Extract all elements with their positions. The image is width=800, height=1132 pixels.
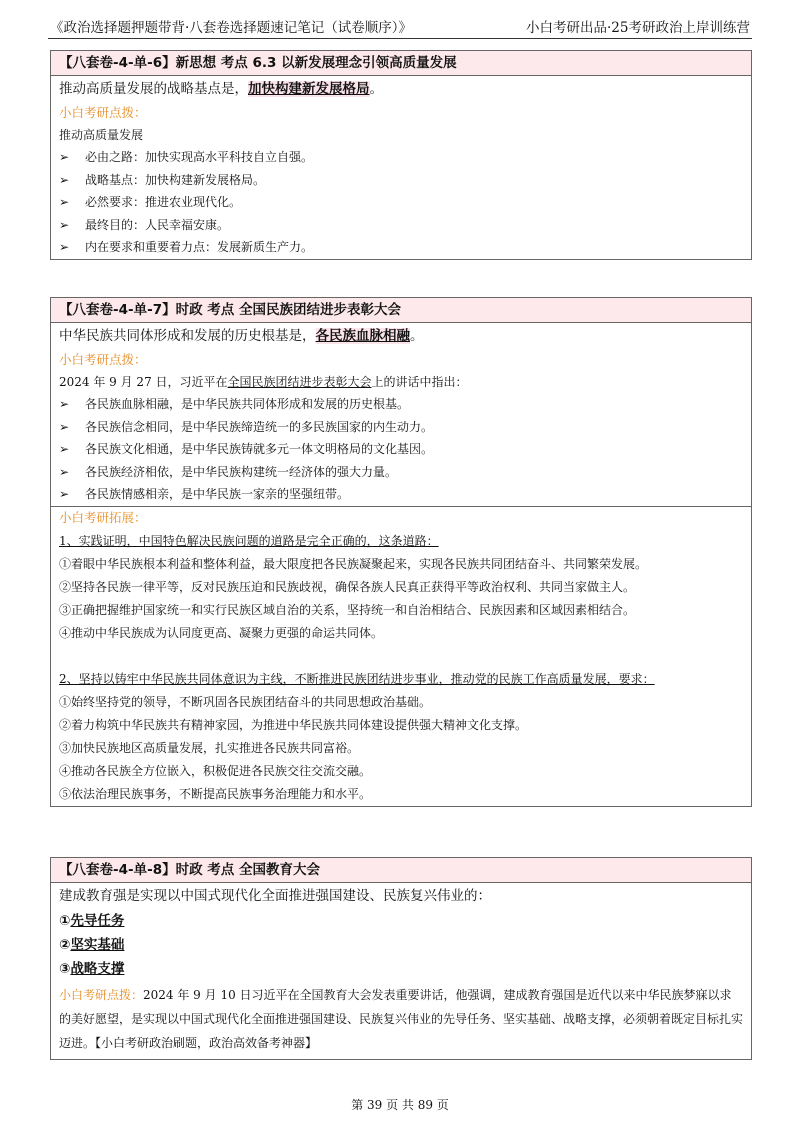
answer-text: 坚实基础 [70, 937, 125, 953]
tip-label: 小白考研点拨： [59, 988, 144, 1002]
card-title: 【八套卷-4-单-6】新思想 考点 6.3 以新发展理念引领高质量发展 [51, 51, 751, 76]
question-stem: 中华民族共同体形成和发展的历史根基是， [59, 328, 316, 344]
arrow-bullet-icon: ➢ [59, 217, 70, 232]
extension-heading-2: 2、坚持以铸牢中华民族共同体意识为主线，不断推进民族团结进步事业，推动党的民族工作高质量发展，要求： [59, 671, 655, 686]
arrow-bullet-icon: ➢ [59, 419, 70, 434]
list-item: ①着眼中华民族根本利益和整体利益，最大限度把各民族凝聚起来，实现各民族共同团结奋斗、共同繁荣发展。 [59, 556, 648, 571]
extension-label: 小白考研拓展： [59, 509, 147, 525]
list-item: ①始终坚持党的领导，不断巩固各民族团结奋斗的共同思想政治基础。 [59, 694, 432, 709]
question-card-3 [50, 857, 752, 1060]
header-brand: 小白考研出品·25考研政治上岸训练营 [526, 20, 750, 36]
bullet-text: 内在要求和重要着力点：发展新质生产力。 [85, 240, 314, 254]
bullet-text: 必然要求：推进农业现代化。 [85, 195, 242, 209]
intro-text-end: 上的讲话中指出： [371, 375, 468, 389]
tip-paragraph [51, 981, 751, 1059]
bullet-text: 各民族经济相依，是中华民族构建统一经济体的强大力量。 [85, 464, 398, 479]
arrow-bullet-icon: ➢ [59, 150, 70, 164]
list-item: ②着力构筑中华民族共有精神家园，为推进中华民族共同体建设提供强大精神文化支撑。 [59, 717, 528, 732]
bullet-text: 各民族信念相同，是中华民族缔造统一的多民族国家的内生动力。 [85, 419, 434, 434]
question-text [51, 76, 751, 102]
intro-text: 2024 年 9 月 27 日，习近平在 [59, 375, 228, 389]
arrow-bullet-icon: ➢ [59, 487, 70, 501]
question-text [51, 323, 751, 349]
bullet-item [51, 214, 751, 237]
bullet-text: 必由之路：加快实现高水平科技自立自强。 [85, 150, 314, 164]
arrow-bullet-icon: ➢ [59, 172, 70, 187]
answer-number: ① [59, 913, 71, 929]
bullet-item [51, 483, 751, 506]
tip-intro [51, 371, 751, 393]
arrow-bullet-icon: ➢ [59, 397, 70, 411]
answer-text: 先导任务 [70, 913, 125, 929]
arrow-bullet-icon: ➢ [59, 195, 70, 209]
answer-highlight: 各民族血脉相融 [315, 328, 410, 344]
question-text: 建成教育强是实现以中国式现代化全面推进强国建设、民族复兴伟业的： [59, 888, 491, 904]
arrow-bullet-icon: ➢ [59, 442, 70, 456]
bullet-item [51, 236, 751, 259]
answer-number: ③ [59, 961, 71, 977]
bullet-item [51, 191, 751, 214]
arrow-bullet-icon: ➢ [59, 240, 70, 254]
answer-end: 。 [369, 81, 383, 97]
tip-label: 小白考研点拨： [59, 105, 147, 120]
list-item: ⑤依法治理民族事务，不断提高民族事务治理能力和水平。 [59, 786, 372, 801]
header-title: 《政治选择题押题带背·八套卷选择题速记笔记（试卷顺序）》 [50, 20, 413, 36]
answer-number: ② [59, 937, 71, 953]
bullet-text: 战略基点：加快构建新发展格局。 [85, 172, 266, 187]
bullet-item [51, 169, 751, 192]
answer-item [51, 957, 751, 981]
bullet-text: 各民族情感相亲，是中华民族一家亲的坚强纽带。 [85, 487, 350, 501]
list-item: ③加快民族地区高质量发展，扎实推进各民族共同富裕。 [59, 740, 360, 755]
list-item: ③正确把握维护国家统一和实行民族区域自治的关系，坚持统一和自治相结合、民族因素和区域因素相结合。 [59, 602, 636, 617]
answer-end: 。 [410, 328, 424, 344]
page-number: 第 39 页 共 89 页 [351, 1098, 449, 1112]
answer-highlight: 加快构建新发展格局 [248, 81, 370, 97]
bullet-item [51, 416, 751, 439]
spacer [51, 645, 751, 667]
bullet-item [51, 146, 751, 169]
question-card-1 [50, 50, 752, 260]
tip-label: 小白考研点拨： [59, 352, 147, 367]
question-card-2 [50, 297, 752, 807]
list-item: ④推动中华民族成为认同度更高、凝聚力更强的命运共同体。 [59, 625, 384, 640]
intro-underlined: 全国民族团结进步表彰大会 [227, 375, 372, 389]
extension-heading-1: 1、实践证明，中国特色解决民族问题的道路是完全正确的，这条道路： [59, 533, 439, 548]
header-divider [48, 38, 752, 39]
bullet-item [51, 393, 751, 416]
bullet-item [51, 438, 751, 461]
card-title: 【八套卷-4-单-7】时政 考点 全国民族团结进步表彰大会 [51, 298, 751, 323]
page-header [50, 14, 750, 36]
question-stem: 推动高质量发展的战略基点是， [59, 81, 248, 97]
answer-item [51, 909, 751, 933]
bullet-text: 各民族文化相通，是中华民族铸就多元一体文明格局的文化基因。 [85, 442, 434, 456]
tip-intro: 推动高质量发展 [59, 128, 144, 142]
answer-text: 战略支撑 [70, 961, 125, 977]
list-item: ②坚持各民族一律平等，反对民族压迫和民族歧视，确保各族人民真正获得平等政治权利、共同当家做主人。 [59, 579, 636, 594]
list-item: ④推动各民族全方位嵌入，积极促进各民族交往交流交融。 [59, 763, 372, 778]
bullet-text: 各民族血脉相融，是中华民族共同体形成和发展的历史根基。 [85, 397, 410, 411]
answer-item [51, 933, 751, 957]
bullet-text: 最终目的：人民幸福安康。 [85, 217, 230, 232]
bullet-item [51, 461, 751, 484]
tip-text: 2024 年 9 月 10 日习近平在全国教育大会发表重要讲话，他强调，建成教育强国是近代以来中华民族梦寐以求的美好愿望，是实现以中国式现代化全面推进强国建设、民族复兴伟业的先导任务、坚实基础、战略支撑，必须朝着既定目标扎实迈进。【小白考研政治刷题，政治高效备考神器】 [59, 988, 744, 1050]
arrow-bullet-icon: ➢ [59, 464, 70, 479]
card-title: 【八套卷-4-单-8】时政 考点 全国教育大会 [51, 858, 751, 883]
